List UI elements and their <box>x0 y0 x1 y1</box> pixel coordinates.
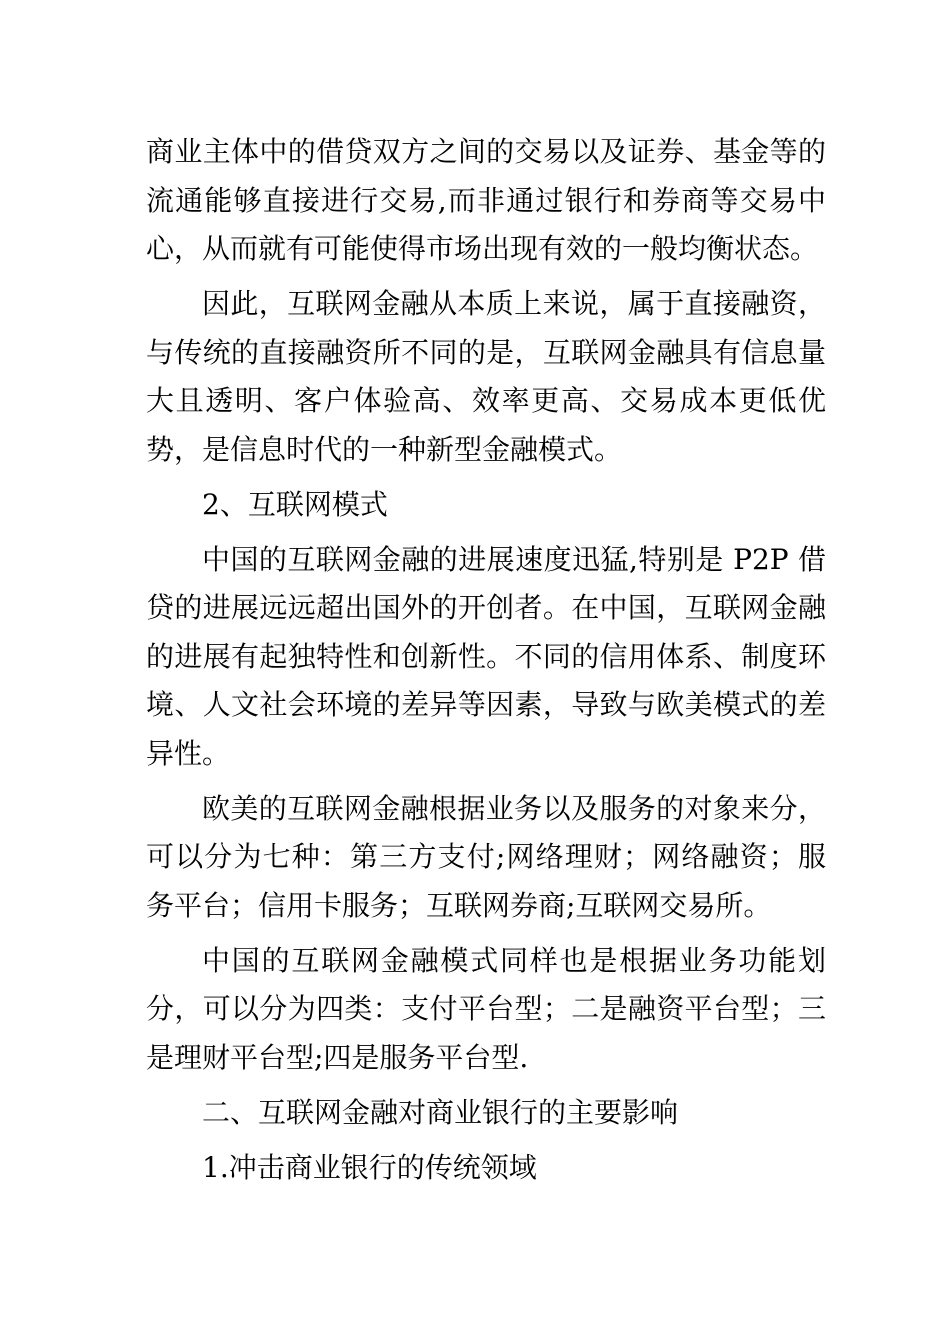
subsection-heading-traditional-fields: 1.冲击商业银行的传统领域 <box>202 1150 537 1184</box>
section-heading-impact: 二、互联网金融对商业银行的主要影响 <box>202 1095 679 1129</box>
paragraph-direct-financing: 因此，互联网金融从本质上来说，属于直接融资，与传统的直接融资所不同的是，互联网金融具有信息量大且透明、客户体验高、效率更高、交易成本更低优势，是信息时代的一种新型金融模式。 <box>146 287 826 466</box>
paragraph-western-models: 欧美的互联网金融根据业务以及服务的对象来分，可以分为七种：第三方支付;网络理财；网络融资；服务平台；信用卡服务；互联网券商;互联网交易所。 <box>146 791 826 922</box>
paragraph-china-models: 中国的互联网金融模式同样也是根据业务功能划分，可以分为四类：支付平台型；二是融资平台型；三是理财平台型;四是服务平台型. <box>146 943 826 1074</box>
paragraph-continuation: 商业主体中的借贷双方之间的交易以及证券、基金等的流通能够直接进行交易,而非通过银行和券商等交易中心，从而就有可能使得市场出现有效的一般均衡状态。 <box>146 135 826 265</box>
document-body <box>146 128 826 1199</box>
paragraph-china-development: 中国的互联网金融的进展速度迅猛,特别是 P2P 借贷的进展远远超出国外的开创者。在中国，互联网金融的进展有起独特性和创新性。不同的信用体系、制度环境、人文社会环境的差异等因素，导致与欧美模式的差异性。 <box>146 542 826 770</box>
section-heading-internet-mode: 2、互联网模式 <box>202 487 388 521</box>
